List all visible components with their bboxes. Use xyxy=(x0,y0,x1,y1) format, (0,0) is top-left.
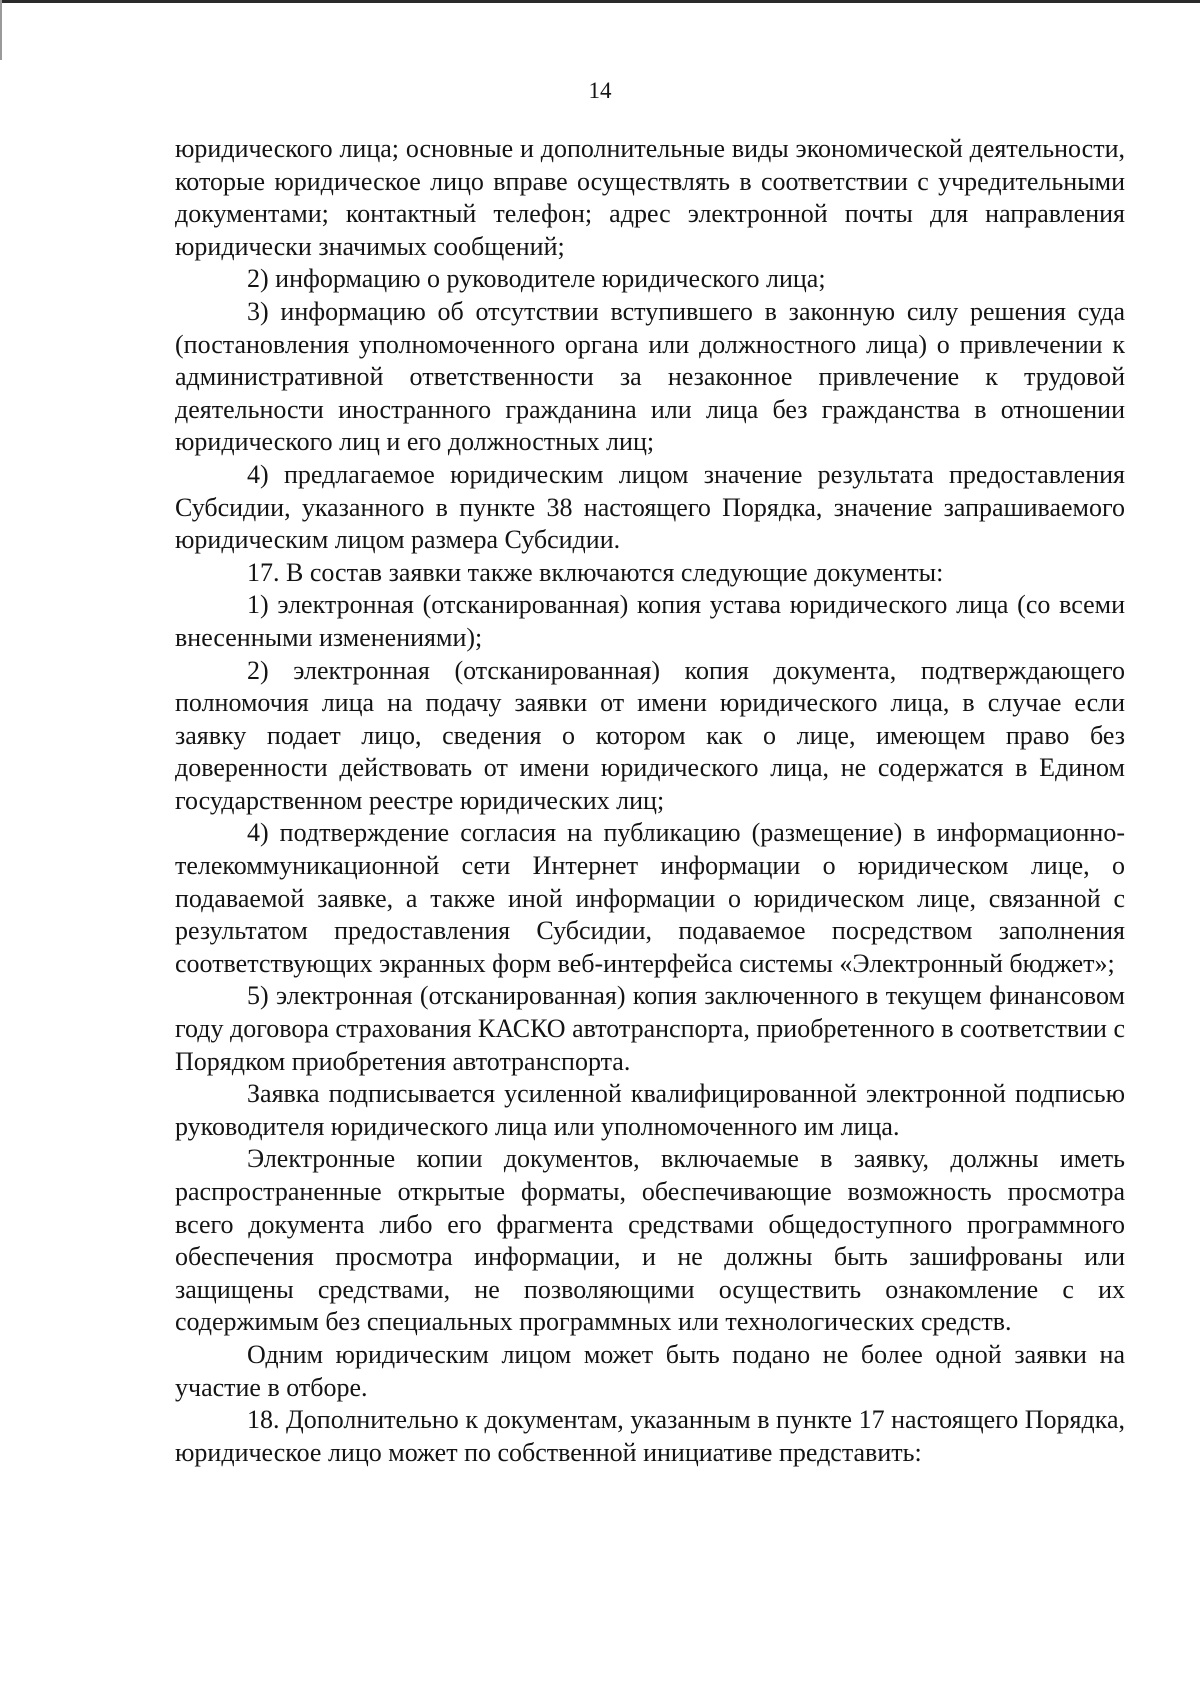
paragraph-item-4-proposed-result: 4) предлагаемое юридическим лицом значение результата предоставления Субсидии, указанного в пункте 38 настоящего Порядка, значение запрашиваемого юридическим лицом размера Субсидии. xyxy=(175,459,1125,555)
paragraph-legal-entity-details: юридического лица; основные и дополнительные виды экономической деятельности, которые юридическое лицо вправе осуществлять в соответствии с учредительными документами; контактный телефон; адрес электронной почты для направления юридически значимых сообщений; xyxy=(175,134,1125,261)
scan-edge-top xyxy=(0,0,1200,3)
page-number: 14 xyxy=(588,78,612,103)
paragraph-item-3-no-court-decision: 3) информацию об отсутствии вступившего в законную силу решения суда (постановления уполномоченного органа или должностного лица) о привлечении к административной ответственности за незаконное привлечение к трудовой деятельности иностранного гражданина или лица без гражданства в отношении юридического лиц и его должностных лиц; xyxy=(175,296,1125,457)
document-body xyxy=(175,133,1125,1469)
paragraph-one-application-limit: Одним юридическим лицом может быть подано не более одной заявки на участие в отборе. xyxy=(175,1339,1125,1402)
scan-edge-left xyxy=(0,0,2,60)
paragraph-clause-17-item-5: 5) электронная (отсканированная) копия заключенного в текущем финансовом году договора страхования КАСКО автотранспорта, приобретенного в соответствии с Порядком приобретения автотранспорта. xyxy=(175,981,1125,1076)
paragraph-signature-requirement: Заявка подписывается усиленной квалифицированной электронной подписью руководителя юридического лица или уполномоченного им лица. xyxy=(175,1079,1125,1141)
paragraph-item-2-head-info: 2) информацию о руководителе юридического лица; xyxy=(247,264,826,294)
paragraph-clause-18: 18. Дополнительно к документам, указанным в пункте 17 настоящего Порядка, юридическое лицо может по собственной инициативе представить: xyxy=(175,1405,1125,1467)
paragraph-clause-17-item-1: 1) электронная (отсканированная) копия устава юридического лица (со всеми внесенными изменениями); xyxy=(175,590,1125,652)
paragraph-clause-17-item-2: 2) электронная (отсканированная) копия документа, подтверждающего полномочия лица на подачу заявки от имени юридического лица, в случае если заявку подает лицо, сведения о котором как о лице, имеющем право без доверенности действовать от имени юридического лица, не содержатся в Едином государственном реестре юридических лиц; xyxy=(175,655,1125,815)
paragraph-electronic-copies-format: Электронные копии документов, включаемые в заявку, должны иметь распространенные открытые форматы, обеспечивающие возможность просмотра всего документа либо его фрагмента средствами общедоступного программного обеспечения просмотра информации, и не должны быть зашифрованы или защищены средствами, не позволяющими осуществить ознакомление с их содержимым без специальных программных или технологических средств. xyxy=(175,1144,1125,1337)
paragraph-clause-17: 17. В состав заявки также включаются следующие документы: xyxy=(247,557,944,587)
paragraph-clause-17-item-4: 4) подтверждение согласия на публикацию (размещение) в информационно-телекоммуникационной сети Интернет информации о юридическом лице, о подаваемой заявке, а также иной информации о юридическом лице, связанной с результатом предоставления Субсидии, подаваемое посредством заполнения соответствующих экранных форм веб-интерфейса системы «Электронный бюджет»; xyxy=(175,818,1125,978)
